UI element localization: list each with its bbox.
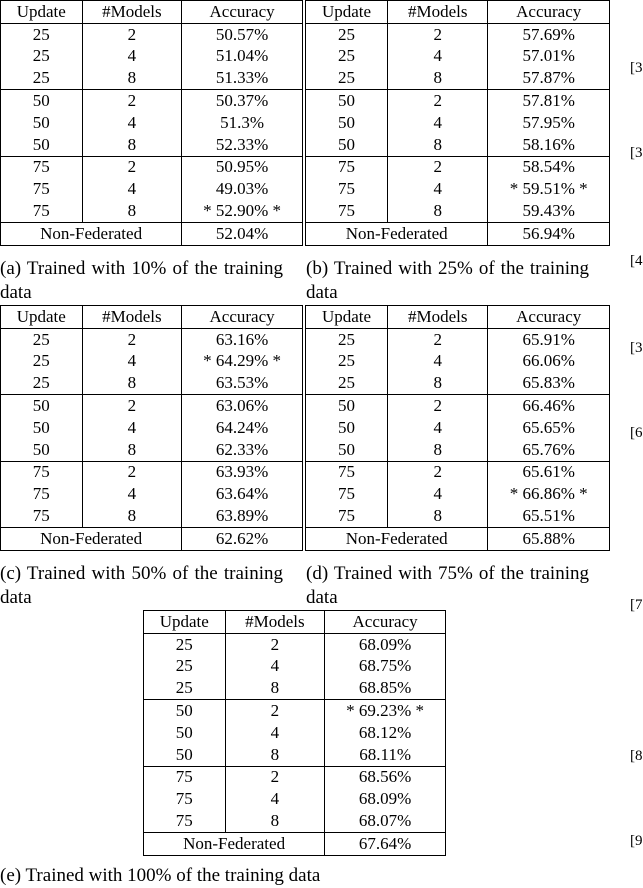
cell-accuracy: * 69.23% * [325,700,446,722]
cell-models: 4 [82,483,182,505]
cell-update: 75 [32,179,50,199]
table-row [1,156,303,178]
column-header-models: #Models [388,306,488,329]
table-row [306,505,610,527]
caption-b: (b) Trained with 25% of the training data [306,258,589,303]
table-row [306,134,610,156]
column-header-models: #Models [82,1,182,24]
caption-d: (d) Trained with 75% of the training data [306,563,589,608]
cell-accuracy: 65.76% [488,439,610,461]
table-row [1,112,303,134]
non-federated-value: 62.62% [182,527,303,550]
caption-a: (a) Trained with 10% of the training data [0,258,283,303]
non-federated-label: Non-Federated [306,222,488,245]
cell-accuracy: 50.95% [182,156,303,178]
table-header-row [1,306,303,329]
column-header-update: Update [306,1,388,24]
cell-update: 75 [32,506,50,526]
cell-models: 4 [82,178,182,200]
cell-models: 2 [82,461,182,483]
cell-models: 2 [82,395,182,417]
cell-accuracy: 62.33% [182,439,303,461]
cell-update: 25 [175,678,193,698]
table-row [1,67,303,89]
non-federated-row [1,527,303,550]
cell-accuracy: 68.11% [325,744,446,766]
margin-reference-mark: [8 [630,748,643,764]
cell-models: 2 [82,156,182,178]
cell-models: 2 [388,328,488,350]
column-header-accuracy: Accuracy [488,1,610,24]
cell-update: 50 [32,134,50,154]
cell-accuracy: 65.65% [488,417,610,439]
column-header-accuracy: Accuracy [488,306,610,329]
table-row [306,178,610,200]
cell-models: 8 [82,200,182,222]
cell-update: 75 [306,461,388,483]
table-header-row [144,611,446,634]
cell-accuracy: 51.3% [182,112,303,134]
cell-update: 75 [338,201,356,221]
cell-models: 8 [388,67,488,89]
non-federated-value: 65.88% [488,527,610,550]
table-row [306,328,610,350]
column-header-accuracy: Accuracy [182,306,303,329]
cell-update: 50 [32,112,50,132]
cell-models: 4 [388,46,488,68]
cell-update: 25 [32,68,50,88]
cell-update: 75 [175,789,193,809]
margin-reference-mark: [7 [630,597,643,613]
cell-accuracy: 50.37% [182,90,303,112]
cell-update: 75 [175,811,193,831]
cell-update: 25 [338,373,356,393]
margin-reference-mark: [4 [630,253,643,269]
cell-update: 50 [338,134,356,154]
table-row [306,461,610,483]
cell-models: 2 [82,328,182,350]
cell-accuracy: 51.33% [182,67,303,89]
cell-accuracy: 50.57% [182,23,303,45]
table-row [144,788,446,810]
cell-accuracy: 68.09% [325,633,446,655]
table-row [1,417,303,439]
cell-accuracy: 68.75% [325,656,446,678]
cell-update: 25 [338,24,356,44]
cell-update: 25 [32,351,50,371]
table-row [306,112,610,134]
cell-accuracy: 59.43% [488,200,610,222]
table-row [1,461,303,483]
table-row [144,744,446,766]
cell-accuracy: 65.83% [488,372,610,394]
cell-update: 25 [32,46,50,66]
non-federated-row [306,222,610,245]
non-federated-row [1,222,303,245]
cell-accuracy: 68.09% [325,788,446,810]
table-row [144,766,446,788]
table-row [1,90,303,112]
table-row [144,677,446,699]
cell-update: 50 [144,700,226,722]
cell-update: 25 [338,46,356,66]
cell-update: 25 [338,68,356,88]
cell-models: 8 [225,810,325,832]
cell-accuracy: 57.81% [488,90,610,112]
cell-accuracy: 58.16% [488,134,610,156]
cell-models: 4 [225,788,325,810]
non-federated-label: Non-Federated [1,222,182,245]
results-table-d [305,305,610,551]
cell-update: 75 [338,506,356,526]
cell-update: 25 [338,329,356,349]
cell-accuracy: 68.85% [325,677,446,699]
cell-accuracy: 57.69% [488,23,610,45]
cell-models: 2 [225,633,325,655]
column-header-update: Update [1,1,83,24]
table-row [144,633,446,655]
table-row [306,67,610,89]
cell-models: 8 [388,134,488,156]
cell-accuracy: 63.89% [182,505,303,527]
results-table-e [143,610,446,856]
cell-accuracy: * 64.29% * [182,351,303,373]
cell-accuracy: * 52.90% * [182,200,303,222]
table-row [306,200,610,222]
cell-accuracy: 57.87% [488,67,610,89]
results-table-c [0,305,303,551]
table-row [1,483,303,505]
cell-models: 4 [388,351,488,373]
column-header-models: #Models [82,306,182,329]
column-header-models: #Models [388,1,488,24]
cell-accuracy: 63.64% [182,483,303,505]
cell-models: 4 [82,351,182,373]
cell-accuracy: 68.07% [325,810,446,832]
cell-update: 25 [32,329,50,349]
margin-reference-mark: [3 [630,340,643,356]
cell-update: 25 [175,634,193,654]
margin-reference-mark: [3 [630,145,643,161]
cell-models: 8 [225,744,325,766]
non-federated-value: 56.94% [488,222,610,245]
cell-update: 50 [175,722,193,742]
table-row [306,439,610,461]
results-table-b [305,0,610,246]
cell-update: 25 [32,24,50,44]
cell-models: 8 [82,134,182,156]
cell-models: 4 [388,417,488,439]
table-row [306,351,610,373]
cell-update: 50 [175,744,193,764]
cell-accuracy: 68.56% [325,766,446,788]
non-federated-label: Non-Federated [1,527,182,550]
cell-update: 75 [32,201,50,221]
cell-models: 2 [82,23,182,45]
cell-models: 2 [388,156,488,178]
cell-update: 25 [175,656,193,676]
cell-update: 75 [144,766,226,788]
cell-models: 4 [82,417,182,439]
caption-c: (c) Trained with 50% of the training data [0,563,283,608]
cell-accuracy: * 66.86% * [488,483,610,505]
cell-accuracy: * 59.51% * [488,178,610,200]
cell-update: 50 [32,439,50,459]
table-row [1,351,303,373]
cell-models: 4 [82,112,182,134]
table-header-row [306,306,610,329]
table-row [306,372,610,394]
cell-update: 50 [338,417,356,437]
column-header-accuracy: Accuracy [182,1,303,24]
table-row [306,23,610,45]
cell-update: 50 [32,417,50,437]
cell-accuracy: 66.46% [488,395,610,417]
cell-accuracy: 63.53% [182,372,303,394]
cell-models: 4 [388,178,488,200]
table-row [1,200,303,222]
table-row [306,90,610,112]
cell-models: 2 [388,90,488,112]
results-table-a [0,0,303,246]
cell-update: 25 [32,373,50,393]
non-federated-value: 67.64% [325,832,446,855]
table-row [306,46,610,68]
table-row [1,505,303,527]
column-header-update: Update [1,306,83,329]
cell-accuracy: 51.04% [182,46,303,68]
non-federated-value: 52.04% [182,222,303,245]
table-row [306,483,610,505]
cell-update: 50 [338,112,356,132]
table-row [144,810,446,832]
cell-models: 8 [82,505,182,527]
cell-models: 2 [225,700,325,722]
cell-accuracy: 63.16% [182,328,303,350]
cell-update: 25 [338,351,356,371]
cell-models: 4 [225,656,325,678]
cell-models: 4 [82,46,182,68]
table-row [144,700,446,722]
cell-accuracy: 49.03% [182,178,303,200]
cell-models: 8 [388,505,488,527]
cell-models: 2 [388,461,488,483]
cell-models: 4 [225,722,325,744]
table-row [306,417,610,439]
column-header-models: #Models [225,611,325,634]
non-federated-row [144,832,446,855]
cell-update: 75 [32,484,50,504]
margin-reference-mark: [9 [630,833,643,849]
table-row [1,134,303,156]
cell-accuracy: 57.01% [488,46,610,68]
cell-update: 50 [306,90,388,112]
cell-update: 50 [338,439,356,459]
cell-accuracy: 58.54% [488,156,610,178]
cell-update: 75 [306,156,388,178]
cell-update: 75 [338,179,356,199]
table-row [144,722,446,744]
cell-update: 50 [306,395,388,417]
cell-models: 8 [225,677,325,699]
margin-reference-mark: [6 [630,425,643,441]
cell-accuracy: 65.51% [488,505,610,527]
cell-accuracy: 57.95% [488,112,610,134]
table-row [1,372,303,394]
cell-models: 2 [82,90,182,112]
column-header-accuracy: Accuracy [325,611,446,634]
cell-models: 8 [388,200,488,222]
table-row [306,395,610,417]
non-federated-label: Non-Federated [144,832,325,855]
table-header-row [1,1,303,24]
cell-accuracy: 52.33% [182,134,303,156]
cell-accuracy: 66.06% [488,351,610,373]
column-header-update: Update [144,611,226,634]
cell-update: 50 [1,90,83,112]
cell-update: 50 [1,395,83,417]
cell-models: 2 [225,766,325,788]
cell-models: 8 [388,372,488,394]
cell-models: 2 [388,23,488,45]
cell-update: 75 [1,461,83,483]
caption-e: (e) Trained with 100% of the training data [0,865,321,886]
cell-models: 4 [388,483,488,505]
margin-reference-mark: [3 [630,60,643,76]
cell-models: 8 [82,67,182,89]
column-header-update: Update [306,306,388,329]
table-row [1,328,303,350]
cell-accuracy: 68.12% [325,722,446,744]
table-row [1,23,303,45]
cell-accuracy: 65.61% [488,461,610,483]
cell-update: 75 [338,484,356,504]
cell-models: 8 [82,439,182,461]
cell-accuracy: 65.91% [488,328,610,350]
cell-accuracy: 64.24% [182,417,303,439]
cell-accuracy: 63.93% [182,461,303,483]
table-row [1,439,303,461]
cell-models: 8 [82,372,182,394]
cell-accuracy: 63.06% [182,395,303,417]
non-federated-label: Non-Federated [306,527,488,550]
table-row [1,178,303,200]
table-row [144,656,446,678]
cell-update: 75 [1,156,83,178]
table-row [306,156,610,178]
table-row [1,395,303,417]
table-row [1,46,303,68]
cell-models: 8 [388,439,488,461]
non-federated-row [306,527,610,550]
table-header-row [306,1,610,24]
cell-models: 2 [388,395,488,417]
cell-models: 4 [388,112,488,134]
